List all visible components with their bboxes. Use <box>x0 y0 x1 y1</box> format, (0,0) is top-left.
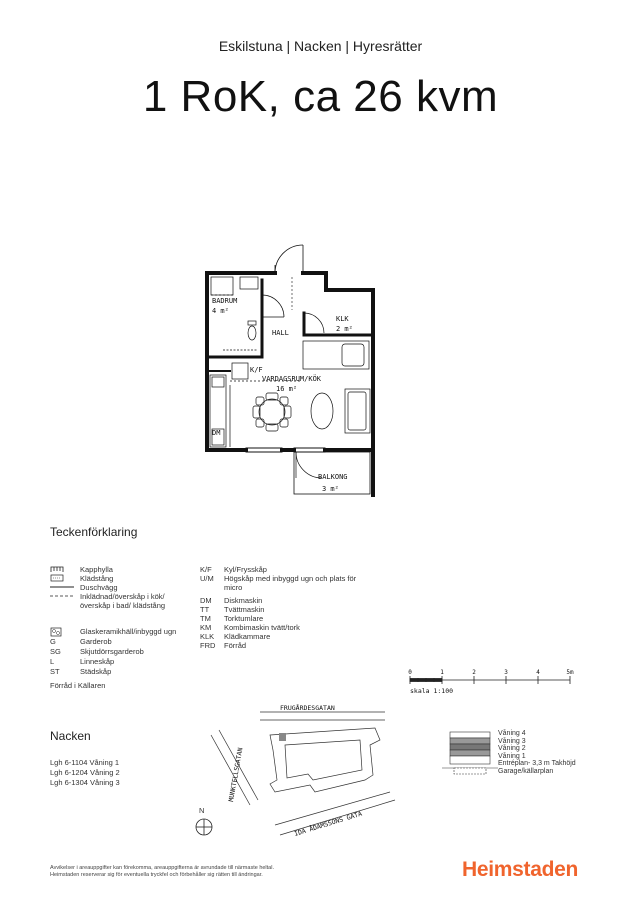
room-area-badrum: 4 m² <box>212 307 229 315</box>
room-area-klk: 2 m² <box>336 325 353 333</box>
north-arrow-icon <box>194 817 214 837</box>
unit-line: Lgh 6-1104 Våning 1 <box>50 758 120 767</box>
scale-tick: 1 <box>440 669 444 676</box>
entry-door <box>275 245 303 273</box>
room-area-balkong: 3 m² <box>322 485 339 493</box>
legend-item: U/M Högskåp med inbyggd ugn och plats för micro <box>200 574 357 592</box>
scale-tick: 3 <box>504 669 508 676</box>
floor-label: Våning 4 <box>498 730 526 737</box>
floor-label: Entréplan- 3,3 m Takhöjd <box>498 760 576 768</box>
sofa <box>345 389 370 433</box>
scale-tick: 2 <box>472 669 476 676</box>
legend-item: SG Skjutdörrsgarderob <box>50 647 144 656</box>
label-kf: K/F <box>250 366 263 374</box>
legend-item: TT Tvättmaskin <box>200 605 265 614</box>
legend-item: Klädstång <box>50 574 113 584</box>
coffee-table <box>311 393 333 429</box>
highlighted-building <box>279 733 286 741</box>
unit-line: Lgh 6-1204 Våning 2 <box>50 768 120 777</box>
legend-item: DM Diskmaskin <box>200 596 263 605</box>
legend-item: Duschvägg <box>50 583 118 593</box>
bed <box>303 341 369 369</box>
brand-logo: Heimstaden <box>462 858 579 881</box>
scale-tick: 4 <box>536 669 540 676</box>
north-label: N <box>199 806 205 815</box>
room-label-hall: HALL <box>272 329 289 337</box>
street-north: FRUGÅRDESGATAN <box>280 704 335 712</box>
legend-item: TM Torktumlare <box>200 614 264 623</box>
floor-label: Våning 2 <box>498 745 526 753</box>
legend-item: Kapphylla <box>50 565 113 575</box>
scale-bar <box>405 666 580 698</box>
dashed-line-icon <box>50 592 74 600</box>
legend-item: L Linneskåp <box>50 657 115 666</box>
page-subtitle: Eskilstuna | Nacken | Hyresrätter <box>218 38 423 54</box>
scale-tick: 5m <box>566 669 574 676</box>
page-title: 1 RoK, ca 26 kvm <box>142 72 499 121</box>
coat-rack-icon <box>50 565 64 573</box>
room-label-balkong: BALKONG <box>318 473 348 481</box>
floor-label: Våning 3 <box>498 737 526 745</box>
street-south: IDA ÅDAMSSONS GATA <box>293 809 363 838</box>
street-west: MUNKTELLSGATAN <box>227 746 245 803</box>
dining-table <box>253 393 291 431</box>
disclaimer: Avvikelser i areauppgifter kan förekomma, areauppgifterna är avrundade till närmaste heltal. Heimstaden reserverar sig för eventuella tryckfel och förbehåller sig rätten till ändringar. <box>50 865 274 878</box>
floor-diagram <box>440 728 500 778</box>
legend-item: FRD Förråd <box>200 641 247 650</box>
floor-label: Våning 1 <box>498 752 526 760</box>
bath-door <box>262 295 284 317</box>
unit-line: Lgh 6-1304 Våning 3 <box>50 778 120 787</box>
legend-item: G Garderob <box>50 637 112 646</box>
legend-item: KM Kombimaskin tvätt/tork <box>200 623 300 632</box>
legend-item: Glaskeramikhäll/inbyggd ugn <box>50 627 176 639</box>
legend-footer: Förråd i Källaren <box>50 681 106 690</box>
site-map <box>195 700 425 845</box>
legend-heading: Teckenförklaring <box>50 525 138 539</box>
room-area-vardagsrum: 16 m² <box>276 385 298 393</box>
label-dm: DM <box>212 429 221 437</box>
klk-door <box>304 313 324 333</box>
legend-item: KLK Klädkammare <box>200 632 271 641</box>
room-label-badrum: BADRUM <box>212 297 238 305</box>
floor-labels <box>498 730 576 776</box>
scale-tick: 0 <box>408 669 412 676</box>
shower-wall-icon <box>50 583 74 591</box>
location-heading: Nacken <box>50 729 91 743</box>
scale-label: skala 1:100 <box>410 687 454 695</box>
room-label-vardagsrum: VARDAGSRUM/KÖK <box>262 375 322 383</box>
legend-item: Inklädnad/överskåp i kök/överskåp i bad/ klädstång <box>50 592 190 610</box>
legend-item: K/F Kyl/Frysskåp <box>200 565 267 574</box>
legend-item: ST Städskåp <box>50 667 112 676</box>
clothes-rail-icon <box>50 574 64 582</box>
hob-icon <box>50 627 62 637</box>
room-label-klk: KLK <box>336 315 349 323</box>
floor-plan <box>190 235 400 500</box>
floor-label: Garage/källarplan <box>498 767 554 775</box>
